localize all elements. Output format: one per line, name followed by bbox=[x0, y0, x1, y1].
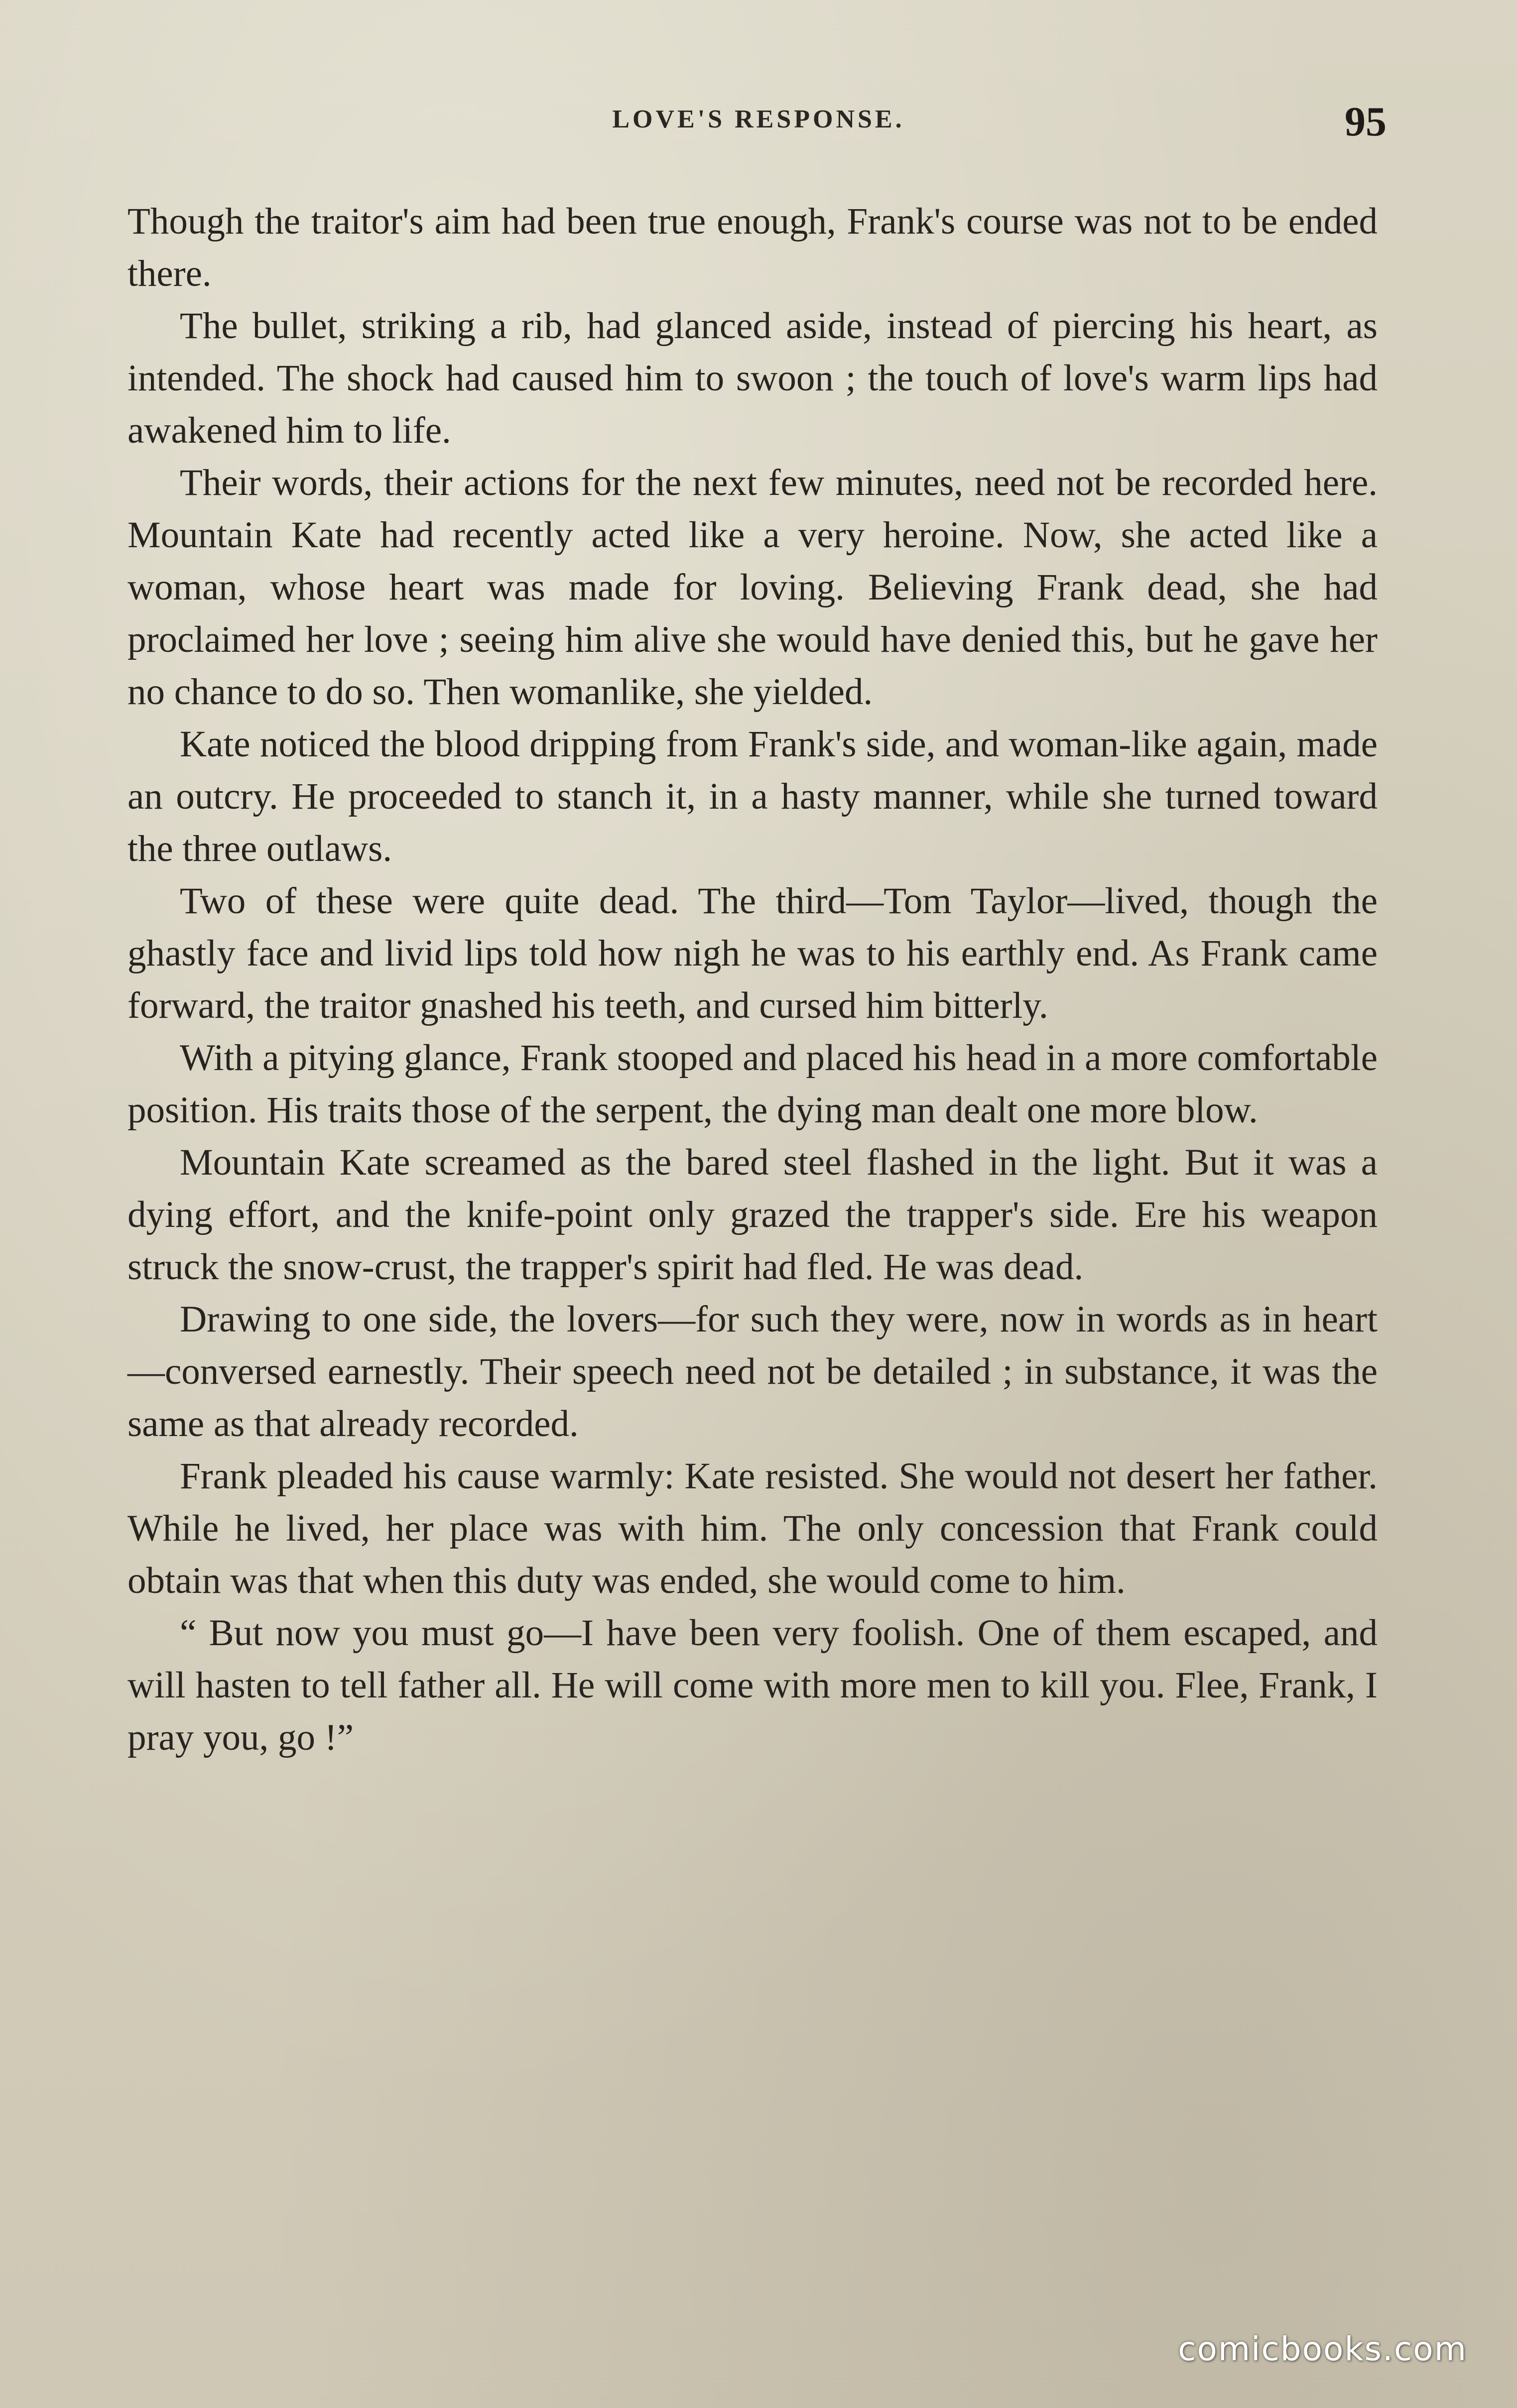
paragraph-7: Mountain Kate screamed as the bared steel flashed in the light. But it was a dying effort, and the knife-point only grazed the trapper's side. Ere his weapon struck the snow-crust, the trapper's spirit had fled. He was dead. bbox=[127, 1142, 1378, 1288]
paragraph-9: Frank pleaded his cause warmly: Kate resisted. She would not desert her father. While he lived, her place was with him. The only concession that Frank could obtain was that when this duty was ended, she would come to him. bbox=[127, 1455, 1378, 1601]
running-header bbox=[130, 98, 1387, 147]
running-title: LOVE'S RESPONSE. bbox=[612, 105, 905, 133]
paragraph-10: “ But now you must go—I have been very foolish. One of them escaped, and will hasten to tell father all. He will come with more men to kill you. Flee, Frank, I pray you, go !” bbox=[127, 1612, 1378, 1758]
paragraph-5: Two of these were quite dead. The third—Tom Taylor—lived, though the ghastly face and livid lips told how nigh he was to his earthly end. As Frank came forward, the traitor gnashed his teeth, and cursed him bitterly. bbox=[127, 880, 1378, 1026]
paragraph-3: Their words, their actions for the next few minutes, need not be recorded here. Mountain Kate had recently acted like a very heroine. Now, she acted like a woman, whose heart was made for loving. Believing Frank dead, she had proclaimed her love ; seeing him alive she would have denied this, but he gave her no chance to do so. Then womanlike, she yielded. bbox=[127, 462, 1378, 713]
site-watermark: comicbooks.com bbox=[1178, 2330, 1467, 2368]
paragraph-6: With a pitying glance, Frank stooped and placed his head in a more comfortable position. His traits those of the serpent, the dying man dealt one more blow. bbox=[127, 1037, 1378, 1131]
paragraph-1: Though the traitor's aim had been true enough, Frank's course was not to be ended there. bbox=[127, 201, 1378, 294]
page-number: 95 bbox=[1345, 99, 1387, 145]
body-text bbox=[127, 195, 1378, 1764]
paragraph-8: Drawing to one side, the lovers—for such they were, now in words as in heart—conversed earnestly. Their speech need not be detailed ; in substance, it was the same as that already recorded. bbox=[127, 1299, 1378, 1445]
paragraph-4: Kate noticed the blood dripping from Frank's side, and woman-like again, made an outcry. He proceeded to stanch it, in a hasty manner, while she turned toward the three outlaws. bbox=[127, 723, 1378, 869]
paragraph-2: The bullet, striking a rib, had glanced aside, instead of piercing his heart, as intended. The shock had caused him to swoon ; the touch of love's warm lips had awakened him to life. bbox=[127, 305, 1378, 451]
